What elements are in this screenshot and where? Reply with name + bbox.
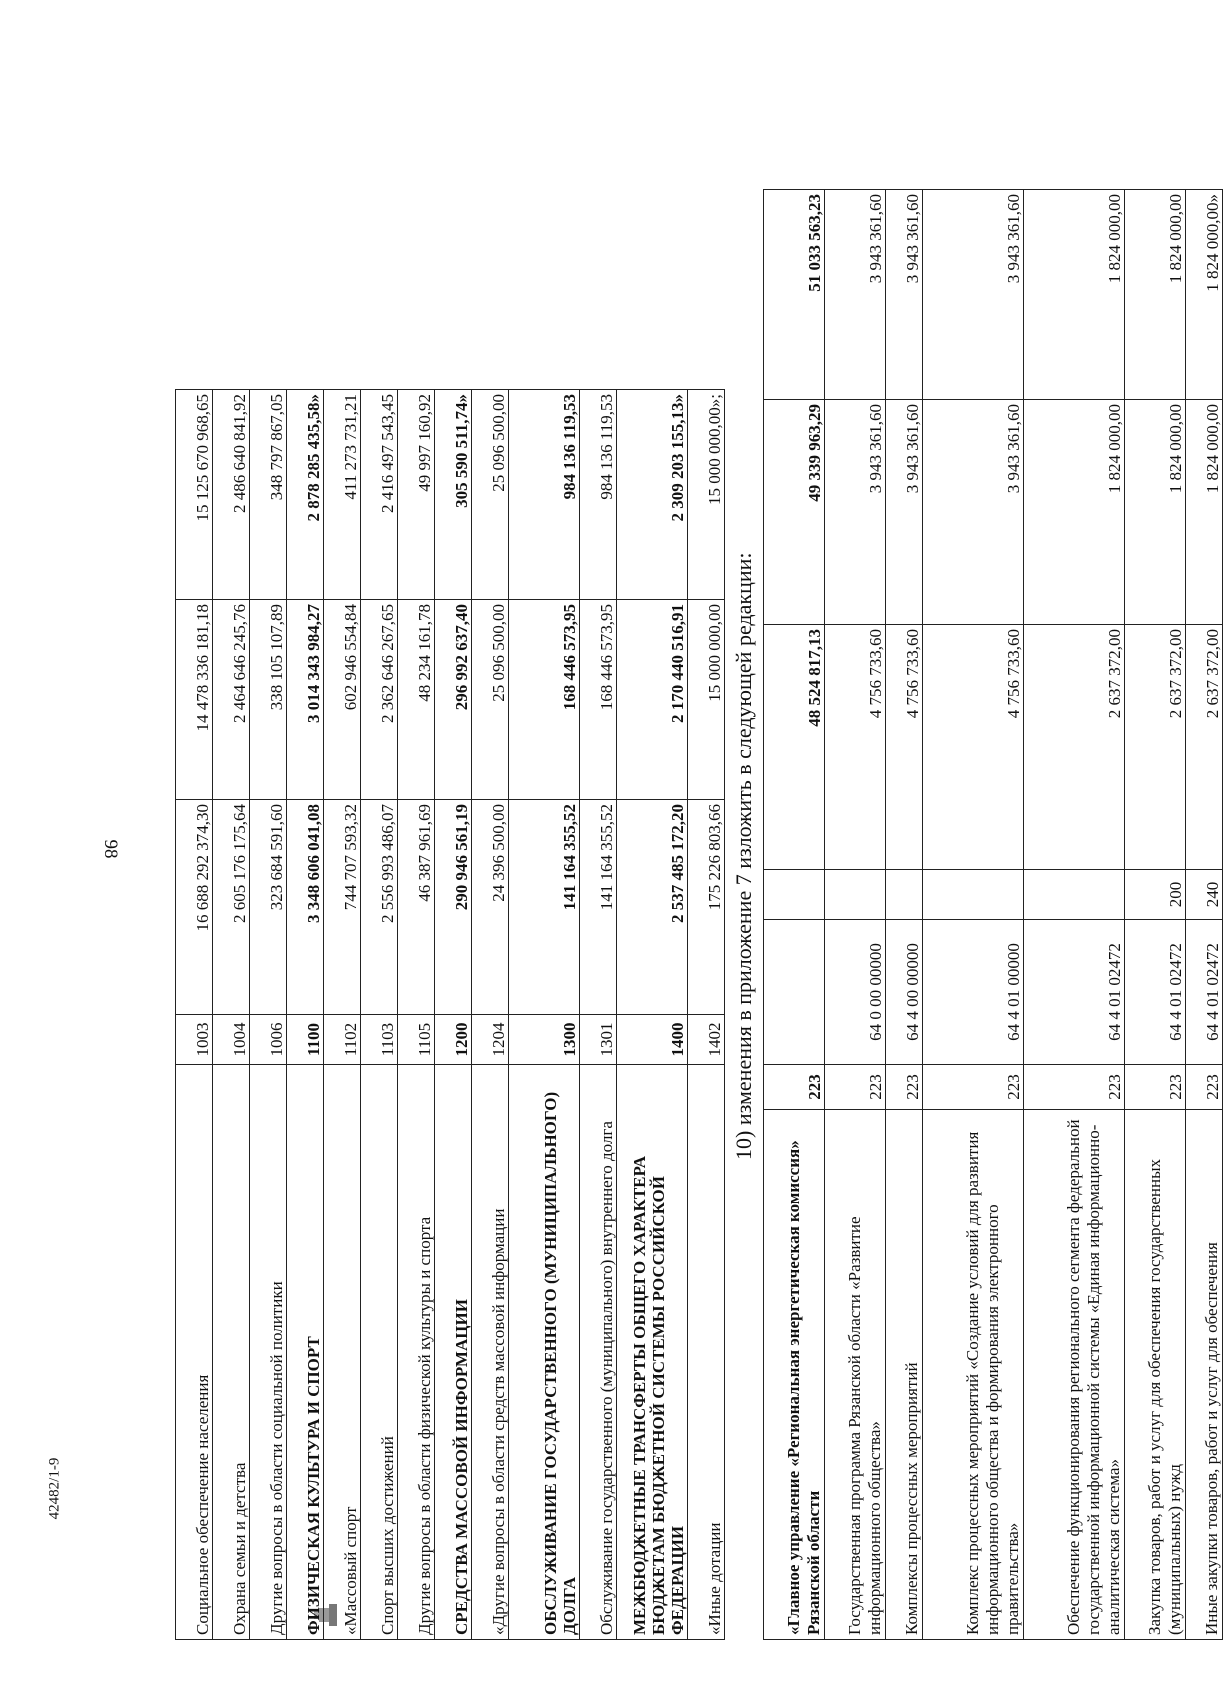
section-name-cell: Другие вопросы в области физической культуры и спорта xyxy=(398,1065,435,1640)
expense-type-cell: 200 xyxy=(1125,870,1186,920)
amount-year2-cell: 25 096 500,00 xyxy=(472,600,509,800)
amount-year2-cell: 2 464 646 245,76 xyxy=(213,600,250,800)
table-row xyxy=(825,190,886,1640)
section-code-cell: 1006 xyxy=(250,1015,287,1065)
section-name-cell: «Иные дотации xyxy=(688,1065,725,1640)
amount-year1-cell: 2 637 372,00 xyxy=(1024,625,1125,870)
table-row xyxy=(923,190,1024,1640)
expense-name-cell: Государственная программа Рязанской области «Развитие информационного общества» xyxy=(825,1110,886,1640)
department-code-cell: 223 xyxy=(764,1065,825,1110)
amount-year3-cell: 49 997 160,92 xyxy=(398,390,435,600)
table-row xyxy=(764,190,825,1640)
amount-year1-cell: 141 164 355,52 xyxy=(580,800,617,1015)
amount-year3-cell: 305 590 511,74» xyxy=(435,390,472,600)
table-row xyxy=(435,390,472,1640)
section-name-cell: Обслуживание государственного (муниципального) внутреннего долга xyxy=(580,1065,617,1640)
expense-type-cell xyxy=(1024,870,1125,920)
department-code-cell: 223 xyxy=(923,1065,1024,1110)
amount-year3-cell: 15 125 670 968,65 xyxy=(176,390,213,600)
expense-name-cell: Комплекс процессных мероприятий «Создание условий для развития информационного общества и формирования электронного правительства» xyxy=(923,1110,1024,1640)
table-row xyxy=(398,390,435,1640)
section-code-cell: 1301 xyxy=(580,1015,617,1065)
amount-year2-cell: 3 943 361,60 xyxy=(886,400,923,625)
section-code-cell: 1200 xyxy=(435,1015,472,1065)
table-row xyxy=(617,390,688,1640)
expense-name-cell: Комплексы процессных мероприятий xyxy=(886,1110,923,1640)
amount-year3-cell: 2 309 203 155,13» xyxy=(617,390,688,600)
section-name-cell: Спорт высших достижений xyxy=(361,1065,398,1640)
amount-year1-cell: 48 524 817,13 xyxy=(764,625,825,870)
document-code: 42482/1-9 xyxy=(46,1457,63,1520)
section-code-cell: 1105 xyxy=(398,1015,435,1065)
section-code-cell: 1402 xyxy=(688,1015,725,1065)
amount-year2-cell: 49 339 963,29 xyxy=(764,400,825,625)
table-row xyxy=(324,390,361,1640)
table-row xyxy=(1024,190,1125,1640)
amount-year1-cell: 3 348 606 041,08 xyxy=(287,800,324,1015)
amount-year2-cell: 2 362 646 267,65 xyxy=(361,600,398,800)
target-article-cell xyxy=(764,920,825,1065)
amount-year2-cell: 3 014 343 984,27 xyxy=(287,600,324,800)
amount-year2-cell: 602 946 554,84 xyxy=(324,600,361,800)
amount-year3-cell: 1 824 000,00 xyxy=(1125,190,1186,400)
table-row xyxy=(688,390,725,1640)
section-code-cell: 1100 xyxy=(287,1015,324,1065)
amount-year3-cell: 25 096 500,00 xyxy=(472,390,509,600)
section-code-cell: 1400 xyxy=(617,1015,688,1065)
amount-year1-cell: 290 946 561,19 xyxy=(435,800,472,1015)
amount-year2-cell: 14 478 336 181,18 xyxy=(176,600,213,800)
amount-year3-cell: 348 797 867,05 xyxy=(250,390,287,600)
amount-year2-cell: 296 992 637,40 xyxy=(435,600,472,800)
amount-year2-cell: 15 000 000,00 xyxy=(688,600,725,800)
amount-year3-cell: 2 486 640 841,92 xyxy=(213,390,250,600)
table-row xyxy=(361,390,398,1640)
section-name-cell: ОБСЛУЖИВАНИЕ ГОСУДАРСТВЕННОГО (МУНИЦИПАЛЬНОГО) ДОЛГА xyxy=(509,1065,580,1640)
section-code-cell: 1204 xyxy=(472,1015,509,1065)
amount-year3-cell: 984 136 119,53 xyxy=(580,390,617,600)
target-article-cell: 64 4 01 00000 xyxy=(923,920,1024,1065)
amount-year3-cell: 2 878 285 435,58» xyxy=(287,390,324,600)
target-article-cell: 64 0 00 00000 xyxy=(825,920,886,1065)
amount-year3-cell: 411 273 731,21 xyxy=(324,390,361,600)
expense-type-cell xyxy=(825,870,886,920)
amount-year2-cell: 168 446 573,95 xyxy=(509,600,580,800)
amount-year1-cell: 2 637 372,00 xyxy=(1125,625,1186,870)
amount-year3-cell: 15 000 000,00»; xyxy=(688,390,725,600)
department-code-cell: 223 xyxy=(1125,1065,1186,1110)
expense-name-cell: Закупка товаров, работ и услуг для обеспечения государственных (муниципальных) нужд xyxy=(1125,1110,1186,1640)
section-name-cell: СРЕДСТВА МАССОВОЙ ИНФОРМАЦИИ xyxy=(435,1065,472,1640)
table-row xyxy=(250,390,287,1640)
amount-year1-cell: 46 387 961,69 xyxy=(398,800,435,1015)
budget-sections-table xyxy=(175,389,725,1640)
amount-year2-cell: 3 943 361,60 xyxy=(825,400,886,625)
table-row xyxy=(1186,190,1223,1640)
table-row xyxy=(886,190,923,1640)
target-article-cell: 64 4 00 00000 xyxy=(886,920,923,1065)
amount-year1-cell: 4 756 733,60 xyxy=(825,625,886,870)
amount-year1-cell: 16 688 292 374,30 xyxy=(176,800,213,1015)
section-name-cell: МЕЖБЮДЖЕТНЫЕ ТРАНСФЕРТЫ ОБЩЕГО ХАРАКТЕРА БЮДЖЕТАМ БЮДЖЕТНОЙ СИСТЕМЫ РОССИЙСКОЙ ФЕДЕРАЦИИ xyxy=(617,1065,688,1640)
amount-year2-cell: 1 824 000,00 xyxy=(1024,400,1125,625)
section-code-cell: 1103 xyxy=(361,1015,398,1065)
table-row xyxy=(287,390,324,1640)
amount-year3-cell: 51 033 563,23 xyxy=(764,190,825,400)
expense-type-cell xyxy=(764,870,825,920)
amount-year1-cell: 2 556 993 486,07 xyxy=(361,800,398,1015)
target-article-cell: 64 4 01 02472 xyxy=(1024,920,1125,1065)
section-code-cell: 1300 xyxy=(509,1015,580,1065)
target-article-cell: 64 4 01 02472 xyxy=(1186,920,1223,1065)
table-row xyxy=(176,390,213,1640)
amount-year2-cell: 3 943 361,60 xyxy=(923,400,1024,625)
amount-year1-cell: 323 684 591,60 xyxy=(250,800,287,1015)
section-name-cell: Другие вопросы в области социальной политики xyxy=(250,1065,287,1640)
section-name-cell: Социальное обеспечение населения xyxy=(176,1065,213,1640)
expense-type-cell: 240 xyxy=(1186,870,1223,920)
amount-year1-cell: 175 226 803,66 xyxy=(688,800,725,1015)
department-code-cell: 223 xyxy=(1024,1065,1125,1110)
rotated-content xyxy=(175,40,1222,1640)
department-code-cell: 223 xyxy=(1186,1065,1223,1110)
amount-year3-cell: 3 943 361,60 xyxy=(886,190,923,400)
department-code-cell: 223 xyxy=(886,1065,923,1110)
amount-year2-cell: 338 105 107,89 xyxy=(250,600,287,800)
section-heading: 10) изменения в приложение 7 изложить в следующей редакции: xyxy=(731,552,756,1160)
amount-year3-cell: 1 824 000,00» xyxy=(1186,190,1223,400)
section-code-cell: 1102 xyxy=(324,1015,361,1065)
amount-year3-cell: 3 943 361,60 xyxy=(825,190,886,400)
amount-year2-cell: 1 824 000,00 xyxy=(1125,400,1186,625)
expense-name-cell: «Главное управление «Региональная энергетическая комиссия» Рязанской области xyxy=(764,1110,825,1640)
amount-year1-cell: 744 707 593,32 xyxy=(324,800,361,1015)
table-row xyxy=(472,390,509,1640)
expense-type-cell xyxy=(923,870,1024,920)
amount-year3-cell: 1 824 000,00 xyxy=(1024,190,1125,400)
amount-year1-cell: 4 756 733,60 xyxy=(886,625,923,870)
department-expenses-table xyxy=(763,189,1223,1640)
amount-year2-cell: 2 170 440 516,91 xyxy=(617,600,688,800)
amount-year3-cell: 2 416 497 543,45 xyxy=(361,390,398,600)
expense-name-cell: Обеспечение функционирования регионального сегмента федеральной государственной информационной системы «Единая информационно-аналитическая система» xyxy=(1024,1110,1125,1640)
department-code-cell: 223 xyxy=(825,1065,886,1110)
amount-year1-cell: 141 164 355,52 xyxy=(509,800,580,1015)
amount-year1-cell: 24 396 500,00 xyxy=(472,800,509,1015)
amount-year3-cell: 3 943 361,60 xyxy=(923,190,1024,400)
section-name-cell: ФИЗИЧЕСКАЯ КУЛЬТУРА И СПОРТ xyxy=(287,1065,324,1640)
section-code-cell: 1003 xyxy=(176,1015,213,1065)
expense-name-cell: Иные закупки товаров, работ и услуг для обеспечения xyxy=(1186,1110,1223,1640)
amount-year1-cell: 2 537 485 172,20 xyxy=(617,800,688,1015)
section-name-cell: Охрана семьи и детства xyxy=(213,1065,250,1640)
page-number: 98 xyxy=(100,839,121,859)
section-name-cell: «Другие вопросы в области средств массовой информации xyxy=(472,1065,509,1640)
table-row xyxy=(1125,190,1186,1640)
amount-year1-cell: 4 756 733,60 xyxy=(923,625,1024,870)
section-code-cell: 1004 xyxy=(213,1015,250,1065)
target-article-cell: 64 4 01 02472 xyxy=(1125,920,1186,1065)
amount-year3-cell: 984 136 119,53 xyxy=(509,390,580,600)
amount-year1-cell: 2 605 176 175,64 xyxy=(213,800,250,1015)
table-row xyxy=(580,390,617,1640)
table-row xyxy=(213,390,250,1640)
expense-type-cell xyxy=(886,870,923,920)
amount-year2-cell: 1 824 000,00 xyxy=(1186,400,1223,625)
amount-year2-cell: 168 446 573,95 xyxy=(580,600,617,800)
section-name-cell: «Массовый спорт xyxy=(324,1065,361,1640)
amount-year1-cell: 2 637 372,00 xyxy=(1186,625,1223,870)
table-row xyxy=(509,390,580,1640)
amount-year2-cell: 48 234 161,78 xyxy=(398,600,435,800)
